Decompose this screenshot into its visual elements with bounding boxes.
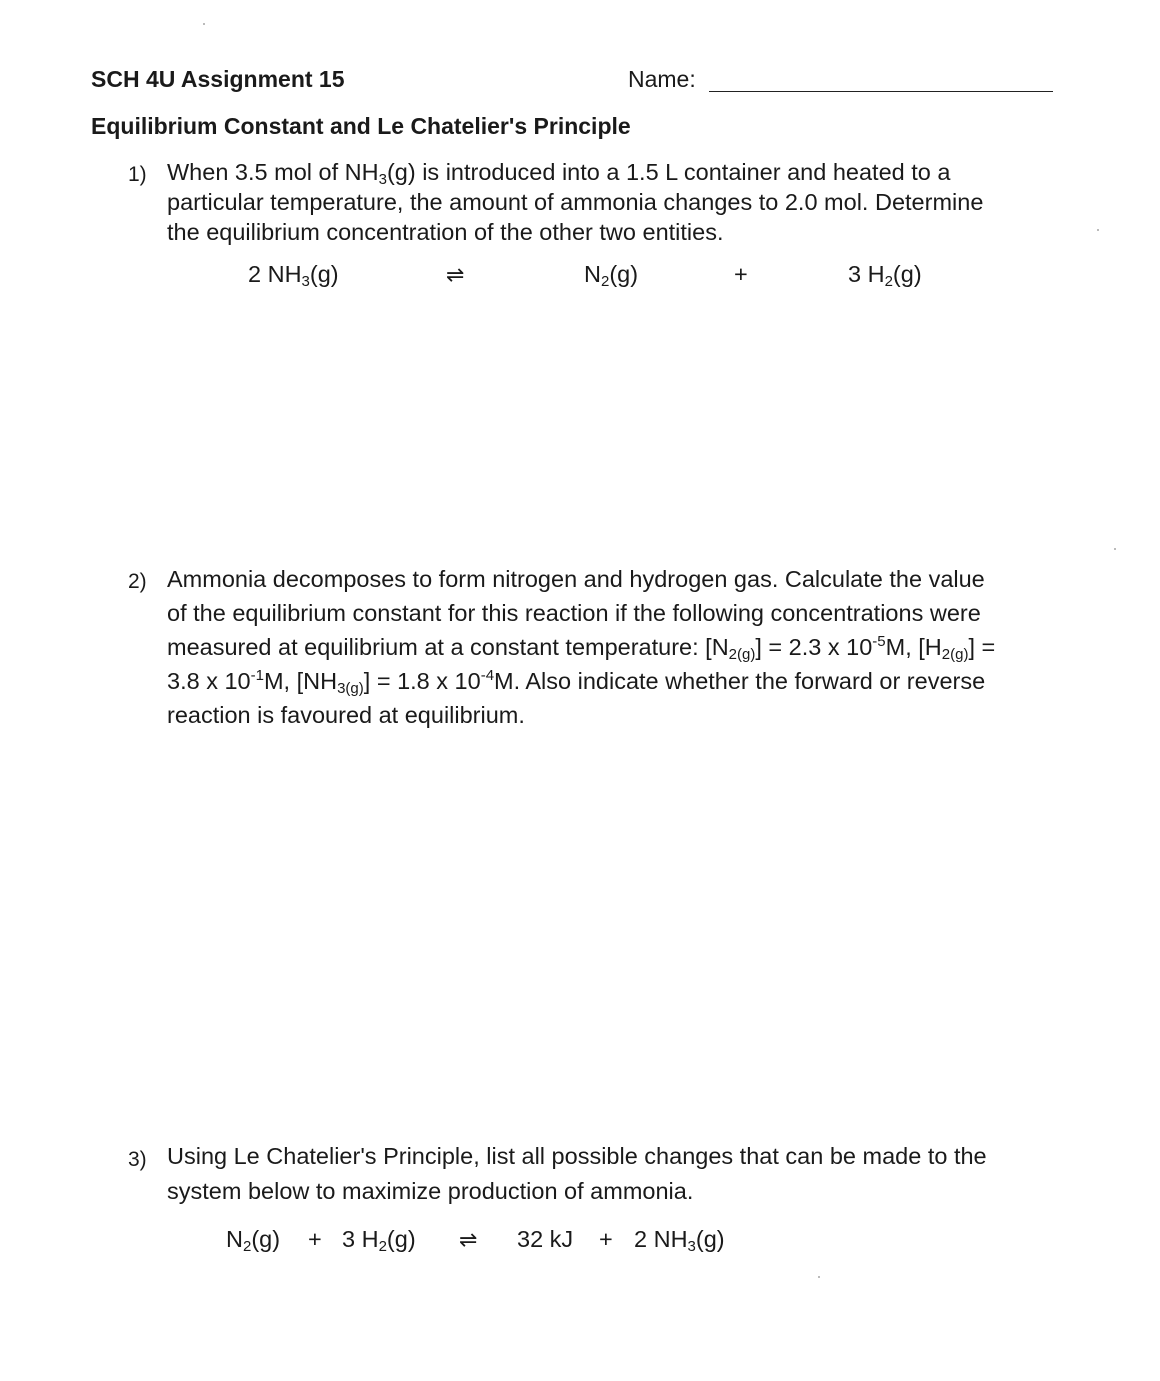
scan-speck bbox=[203, 23, 205, 25]
scan-speck bbox=[1114, 548, 1116, 550]
question-2-line-4: 3.8 x $10^{-1}M$, $[NH_{3(g)}] = 1.8$ x $10^{-4}M$. Also indicate whether the forward or reverse bbox=[167, 667, 986, 697]
scan-speck bbox=[1097, 229, 1099, 231]
assignment-title: SCH 4U Assignment 15 bbox=[91, 66, 345, 92]
question-3-line-2: system below to maximize production of ammonia. bbox=[167, 1178, 694, 1204]
question-2-line-1: Ammonia decomposes to form nitrogen and hydrogen gas. Calculate the value bbox=[167, 566, 985, 592]
q1-product-hydrogen: 3 $H_2(g)$ bbox=[848, 261, 922, 290]
scan-speck bbox=[818, 1276, 820, 1278]
equilibrium-arrow-icon: ⇌ bbox=[459, 1227, 478, 1252]
q3-reactant-hydrogen: 3 $H_2(g)$ bbox=[342, 1226, 416, 1255]
question-1-line-2: particular temperature, the amount of ammonia changes to 2.0 mol. Determine bbox=[167, 189, 984, 215]
question-1-line-3: the equilibrium concentration of the other two entities. bbox=[167, 219, 724, 245]
q3-plus-sign-1: + bbox=[308, 1226, 322, 1252]
question-2-line-5: reaction is favoured at equilibrium. bbox=[167, 702, 525, 728]
equilibrium-arrow-icon: ⇌ bbox=[446, 262, 465, 287]
question-3-number: 3) bbox=[128, 1148, 147, 1171]
question-2-number: 2) bbox=[128, 570, 147, 593]
question-2-line-2: of the equilibrium constant for this reaction if the following concentrations were bbox=[167, 600, 981, 626]
question-3-line-1: Using Le Chatelier's Principle, list all possible changes that can be made to the bbox=[167, 1143, 987, 1169]
q1-reactant-ammonia: 2 $NH_3(g)$ bbox=[248, 261, 339, 290]
question-1-line-1: When 3.5 mol of $NH_3(g)$ is introduced into a 1.5 L container and heated to a bbox=[167, 159, 951, 188]
q1-plus-sign: + bbox=[734, 261, 748, 287]
q1-product-nitrogen: $N_2(g)$ bbox=[584, 261, 639, 290]
name-blank-line[interactable] bbox=[709, 91, 1053, 92]
question-2-line-3: measured at equilibrium at a constant temperature: $[N_{2(g)}] = 2.3$ x $10^{-5}M$, $[H_{2(g)}]$ = bbox=[167, 633, 996, 663]
page-subtitle: Equilibrium Constant and Le Chatelier's Principle bbox=[91, 113, 631, 139]
q3-product-ammonia: 2 $NH_3(g)$ bbox=[634, 1226, 725, 1255]
name-label: Name: bbox=[628, 66, 696, 92]
q3-plus-sign-2: + bbox=[599, 1226, 613, 1252]
question-1-number: 1) bbox=[128, 163, 147, 186]
q3-reactant-nitrogen: $N_2(g)$ bbox=[226, 1226, 281, 1255]
q3-energy-term: 32 kJ bbox=[517, 1226, 574, 1252]
